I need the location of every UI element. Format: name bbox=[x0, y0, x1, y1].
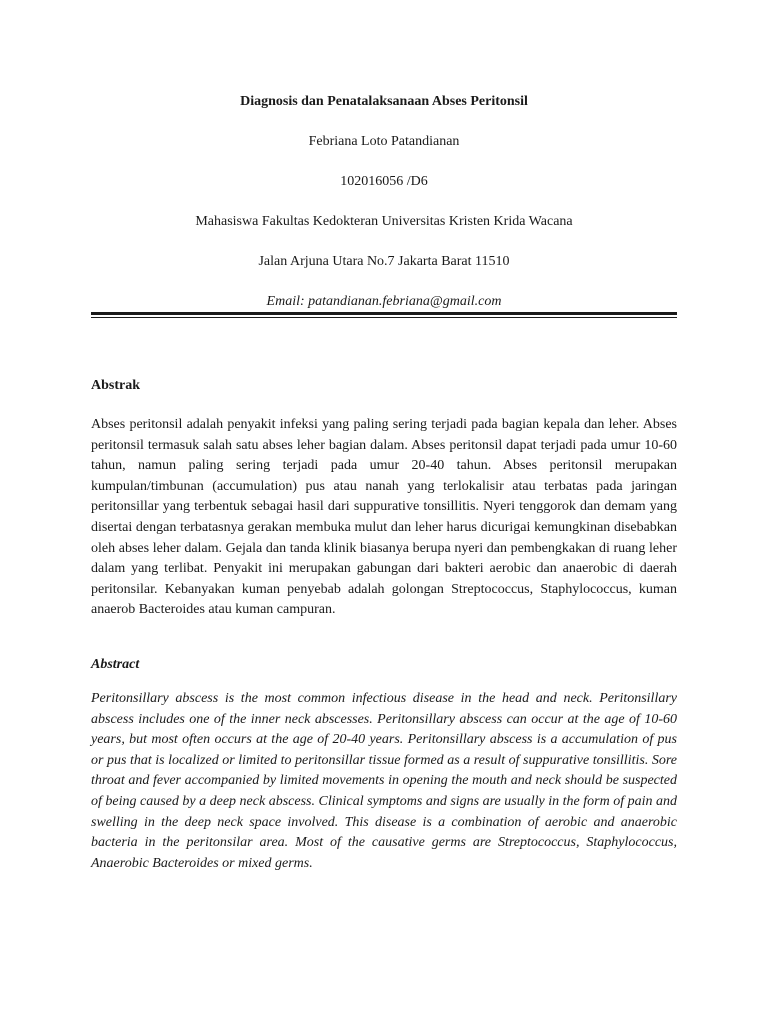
affiliation: Mahasiswa Fakultas Kedokteran Universitas Kristen Krida Wacana bbox=[195, 214, 573, 229]
header-divider-thin bbox=[91, 317, 677, 318]
address: Jalan Arjuna Utara No.7 Jakarta Barat 11510 bbox=[258, 254, 510, 269]
paper-title: Diagnosis dan Penatalaksanaan Abses Peritonsil bbox=[240, 94, 528, 109]
abstract-heading: Abstract bbox=[91, 657, 140, 672]
author-name: Febriana Loto Patandianan bbox=[308, 134, 460, 149]
header-divider-thick bbox=[91, 312, 677, 315]
paper-header bbox=[91, 92, 677, 312]
abstrak-body: Abses peritonsil adalah penyakit infeksi yang paling sering terjadi pada bagian kepala dan leher. Abses peritonsil termasuk salah satu abses leher bagian dalam. Abses peritonsil dapat terjadi pada umur 10-60 tahun, namun paling sering terjadi pada umur 20-40 tahun. Abses peritonsil merupakan kumpulan/timbunan (accumulation) pus atau nanah yang terlokalisir atau terbatas pada jaringan peritonsillar yang terbentuk sebagai hasil dari suppurative tonsillitis. Nyeri tenggorok dan demam yang disertai dengan terbatasnya gerakan membuka mulut dan leher harus dicurigai kemungkinan disebabkan oleh abses leher dalam. Gejala dan tanda klinik biasanya berupa nyeri dan pembengkakan di ruang leher dalam yang terlibat. Penyakit ini merupakan gabungan dari bakteri aerobic dan anaerobic di daerah peritonsilar. Kebanyakan kuman penyebab adalah golongan Streptococcus, Staphylococcus, kuman anaerob Bacteroides atau kuman campuran. bbox=[91, 417, 677, 618]
abstract-body: Peritonsillary abscess is the most common infectious disease in the head and neck. Peritonsillary abscess includes one of the inner neck abscesses. Peritonsillary abscess can occur at the age of 10-60 years, but most often occurs at the age of 20-40 years. Peritonsillary abscess is a accumulation of pus or pus that is localized or limited to peritonsillar tissue formed as a result of suppurative tonsillitis. Sore throat and fever accompanied by limited movements in opening the mouth and neck should be suspected of being caused by a deep neck abscess. Clinical symptoms and signs are usually in the form of pain and swelling in the deep neck space involved. This disease is a combination of aerobic and anaerobic bacteria in the peritonsilar area. Most of the causative germs are Streptococcus, Staphylococcus, Anaerobic Bacteroides or mixed germs. bbox=[91, 691, 677, 871]
email: Email: patandianan.febriana@gmail.com bbox=[266, 294, 502, 309]
student-id: 102016056 /D6 bbox=[340, 174, 428, 189]
abstrak-heading: Abstrak bbox=[91, 378, 141, 393]
